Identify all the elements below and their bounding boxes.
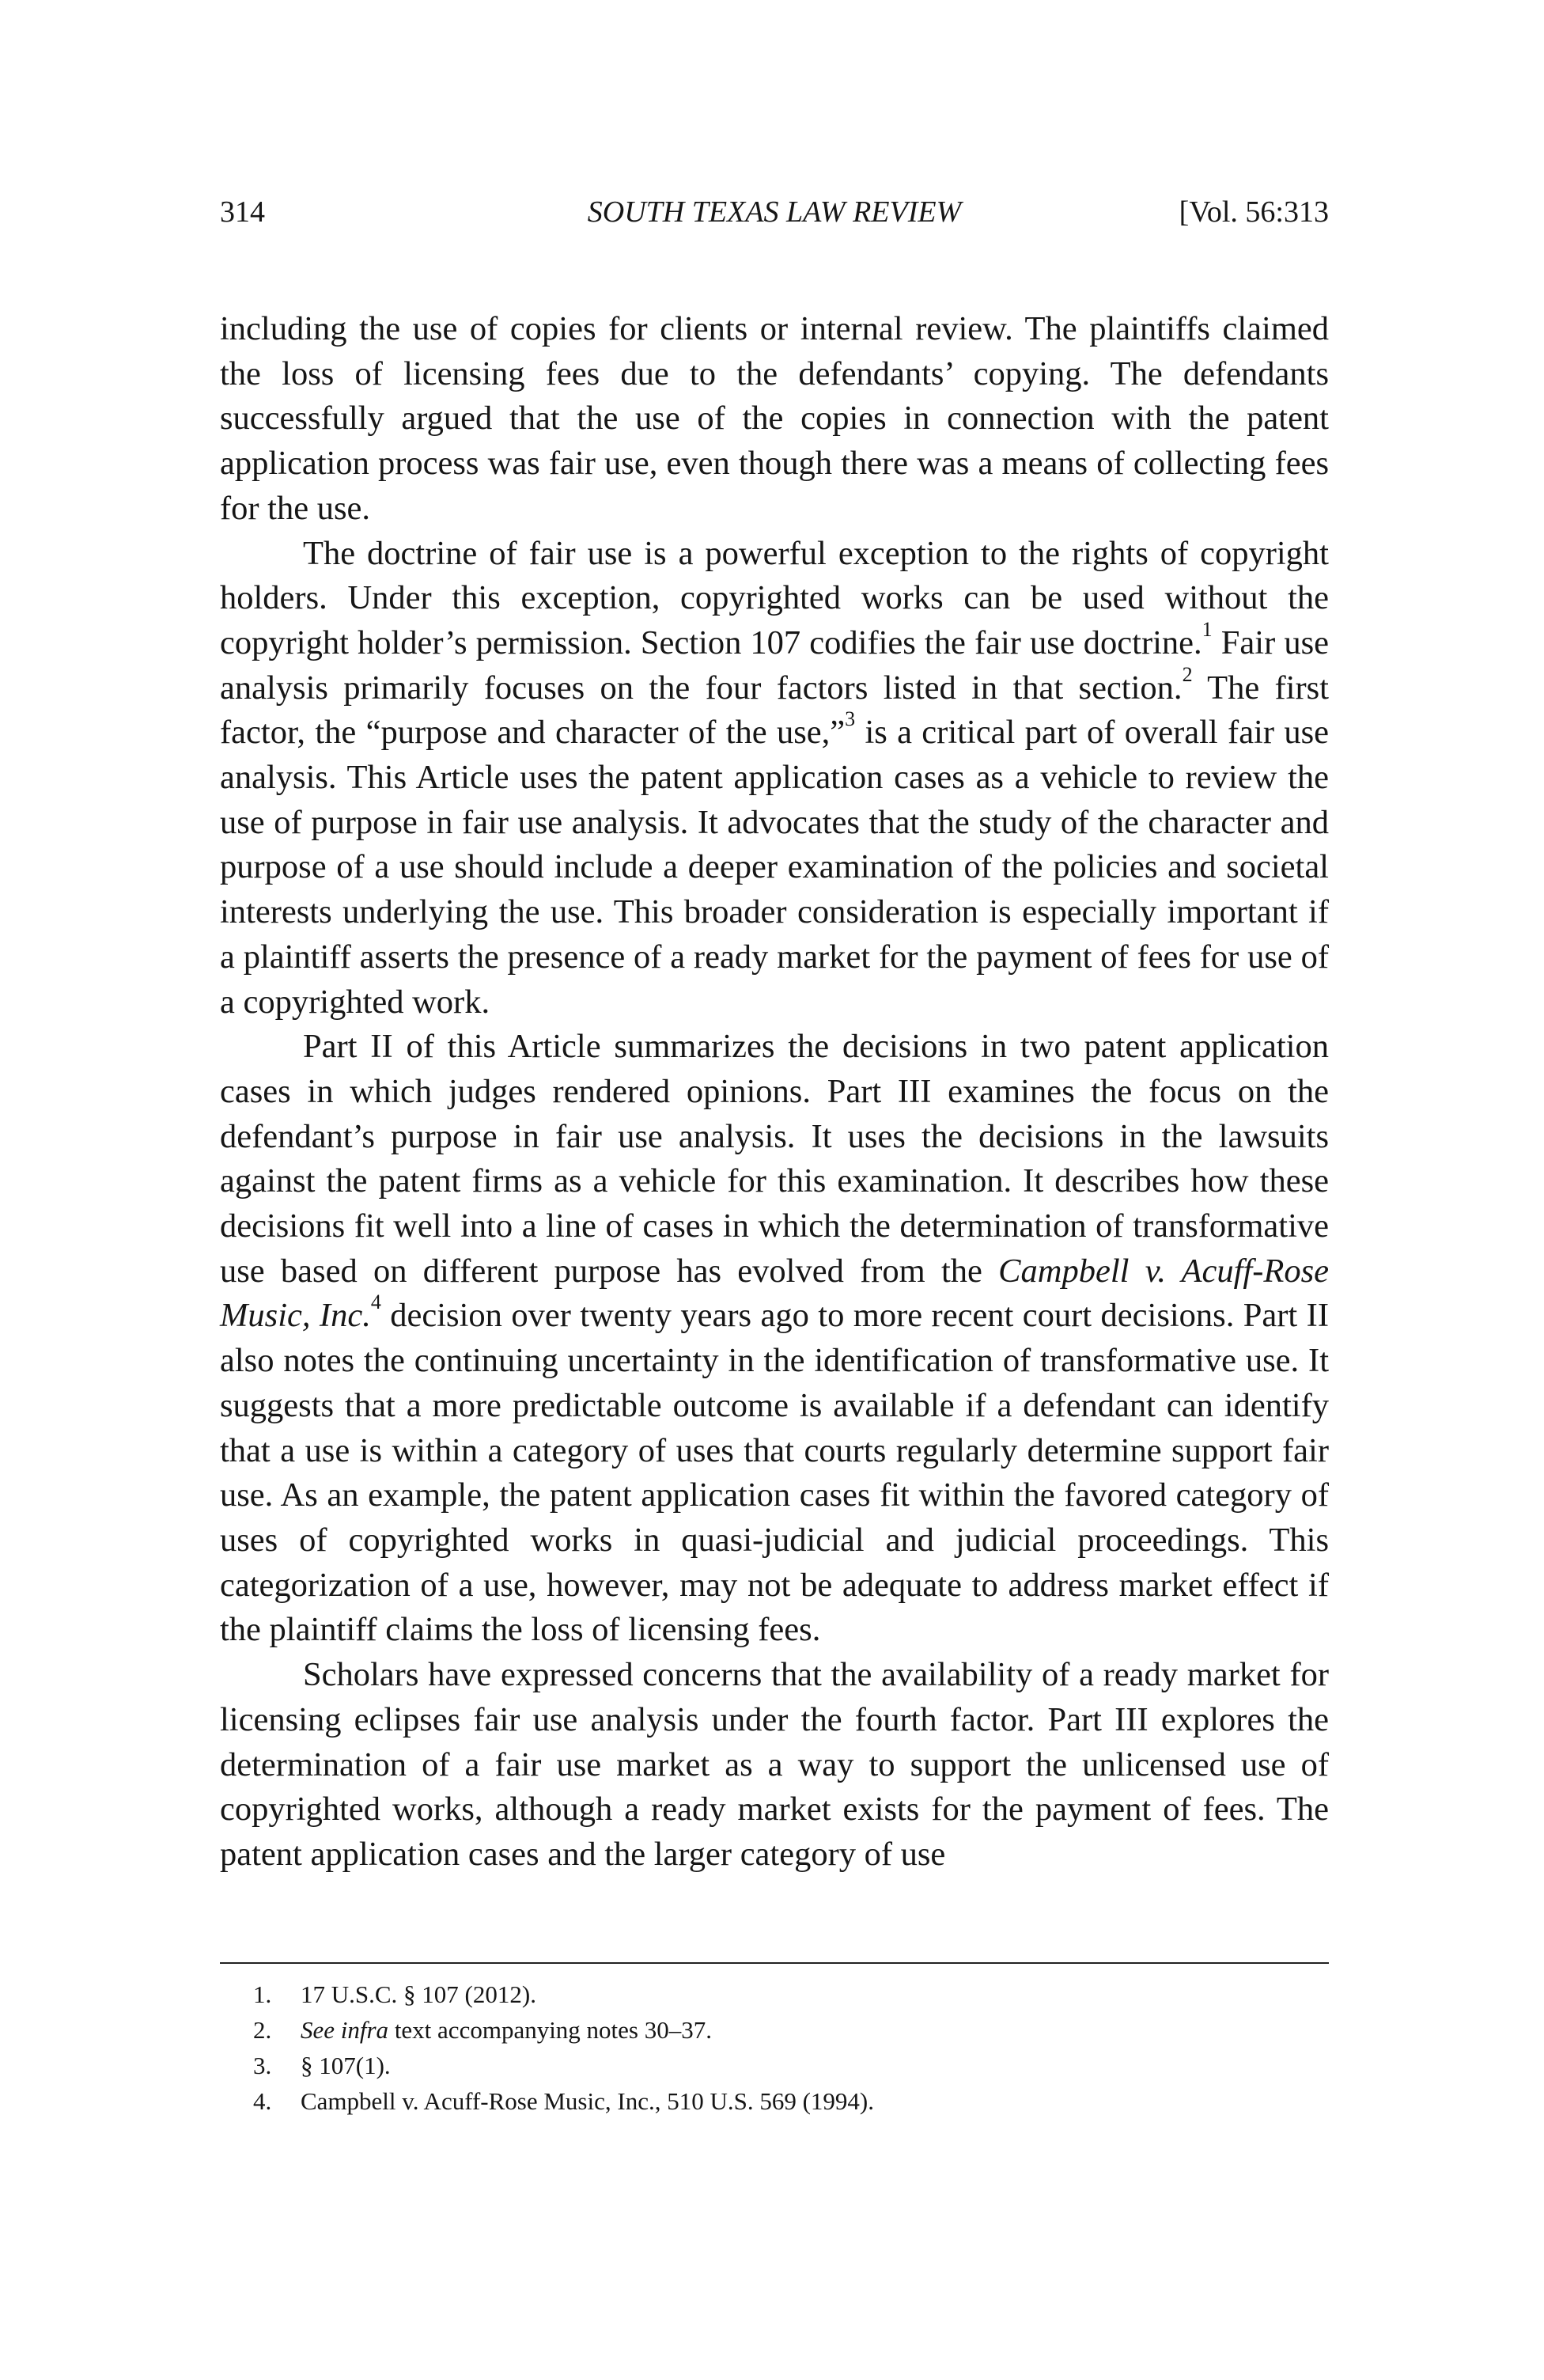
footnote-number: 2. (253, 2016, 272, 2044)
footnote-1 (220, 1976, 1329, 2012)
footnote-ref-3[interactable]: 3 (845, 707, 856, 731)
article-body (220, 307, 1329, 1878)
paragraph-3 (220, 1025, 1329, 1653)
footnote-3 (220, 2048, 1329, 2083)
paragraph-2-part-b: Fair use analysis primarily focuses on the four factors listed in that section. (220, 623, 1329, 707)
footnote-number: 1. (253, 1980, 272, 2008)
paragraph-1: including the use of copies for clients or internal review. The plaintiffs claimed the loss of licensing fees due to the defendants’ copying. The defendants successfully argued that the use of the copies in connection with the patent application process was fair use, even though there was a means of collecting fees for the use. (220, 310, 1329, 527)
journal-title: SOUTH TEXAS LAW REVIEW (587, 195, 962, 229)
paragraph-2 (220, 532, 1329, 1025)
footnote-ref-4[interactable]: 4 (370, 1290, 381, 1314)
paragraph-2-part-d: is a critical part of overall fair use analysis. This Article uses the patent application cases as a vehicle to review the use of purpose in fair use analysis. It advocates that the study of the character and purpose of a use should include a deeper examination of the policies and societal interests underlying the use. This broader consideration is especially important if a plaintiff asserts the presence of a ready market for the payment of fees for use of a copyrighted work. (220, 714, 1329, 1021)
footnote-4 (220, 2083, 1329, 2119)
paragraph-4: Scholars have expressed concerns that the availability of a ready market for licensing eclipses fair use analysis under the fourth factor. Part III explores the determination of a fair use market as a way to support the unlicensed use of copyrighted works, although a ready market exists for the payment of fees. The patent application cases and the larger category of use (220, 1656, 1329, 1873)
footnote-2 (220, 2012, 1329, 2048)
paragraph-3-part-a: Part II of this Article summarizes the decisions in two patent application cases in which judges rendered opinions. Part III examines the focus on the defendant’s purpose in fair use analysis. It uses the decisions in the lawsuits against the patent firms as a vehicle for this examination. It describes how these decisions fit well into a line of cases in which the determination of transformative use based on different purpose has evolved from the (220, 1028, 1329, 1290)
footnote-signal: See infra (301, 2016, 389, 2044)
page-number: 314 (220, 195, 265, 229)
paragraph-3-part-b: decision over twenty years ago to more recent court decisions. Part II also notes the continuing uncertainty in the identification of transformative use. It suggests that a more predictable outcome is available if a defendant can identify that a use is within a category of uses that courts regularly determine support fair use. As an example, the patent application cases fit within the favored category of uses of copyrighted works in quasi-judicial and judicial proceedings. This categorization of a use, however, may not be adequate to address market effect if the plaintiff claims the loss of licensing fees. (220, 1297, 1329, 1649)
paragraph-2-part-c: The first factor, the “purpose and character of the use,” (220, 669, 1329, 752)
case-name: Campbell v. Acuff-Rose Music, Inc. (220, 1252, 1330, 1335)
paragraph-2-part-a: The doctrine of fair use is a powerful exception to the rights of copyright holders. Under this exception, copyrighted works can be used without the copyright holder’s permission. Section 107 codifies the fair use doctrine. (220, 534, 1329, 661)
footnote-divider (220, 1962, 1329, 1964)
footnote-ref-2[interactable]: 2 (1182, 662, 1193, 686)
running-header (220, 188, 1329, 236)
footnote-text: Campbell v. Acuff-Rose Music, Inc., 510 U.S. 569 (1994). (301, 2087, 874, 2115)
footnotes (220, 1976, 1329, 2119)
footnote-number: 3. (253, 2052, 272, 2079)
footnote-text: § 107(1). (301, 2052, 391, 2079)
volume-citation: [Vol. 56:313 (1179, 195, 1329, 229)
footnote-number: 4. (253, 2087, 272, 2115)
footnote-ref-1[interactable]: 1 (1202, 617, 1213, 641)
footnote-text: 17 U.S.C. § 107 (2012). (301, 1980, 536, 2008)
footnote-text: text accompanying notes 30–37. (388, 2016, 712, 2044)
